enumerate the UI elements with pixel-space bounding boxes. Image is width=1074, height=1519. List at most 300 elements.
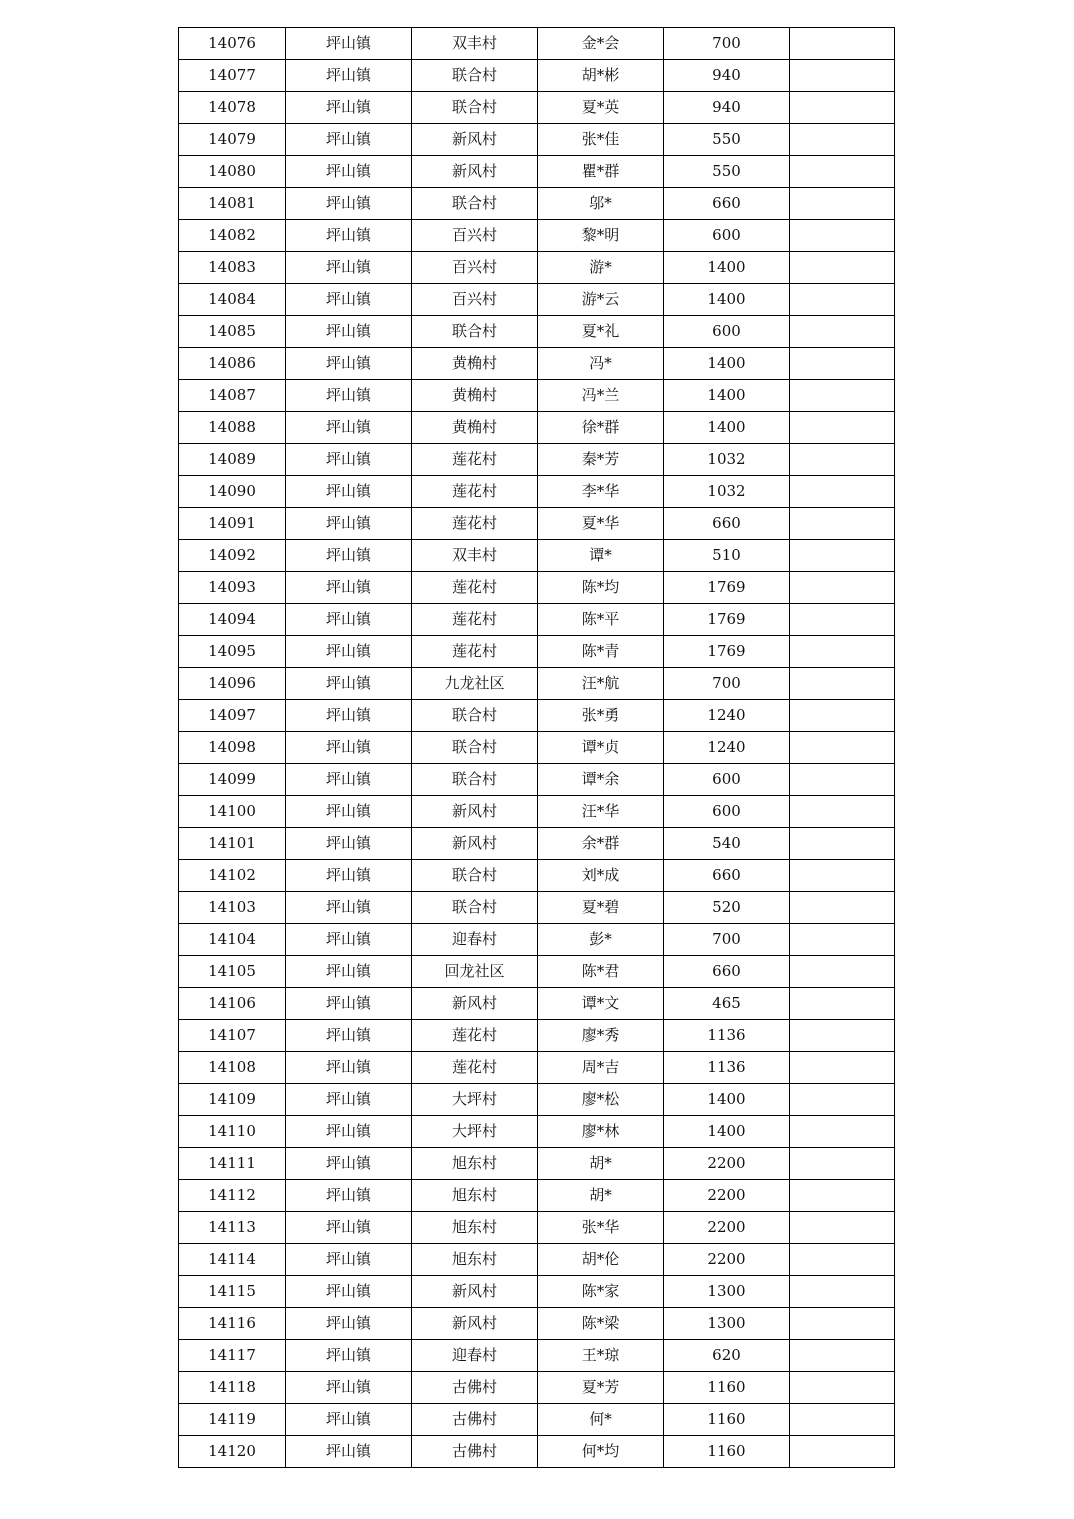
- village-cell: 新风村: [412, 156, 538, 188]
- village-cell: 新风村: [412, 1308, 538, 1340]
- amount-cell: 1400: [664, 1084, 790, 1116]
- table-row: [179, 1436, 895, 1468]
- row-id-cell: 14076: [179, 28, 286, 60]
- row-id-cell: 14084: [179, 284, 286, 316]
- town-cell: 坪山镇: [286, 764, 412, 796]
- town-cell: 坪山镇: [286, 156, 412, 188]
- village-cell: 联合村: [412, 316, 538, 348]
- name-cell: 刘*成: [538, 860, 664, 892]
- village-cell: 古佛村: [412, 1372, 538, 1404]
- village-cell: 百兴村: [412, 284, 538, 316]
- row-id-cell: 14081: [179, 188, 286, 220]
- name-cell: 胡*伦: [538, 1244, 664, 1276]
- village-cell: 莲花村: [412, 1052, 538, 1084]
- name-cell: 张*勇: [538, 700, 664, 732]
- note-cell: [790, 1372, 895, 1404]
- row-id-cell: 14118: [179, 1372, 286, 1404]
- table-row: [179, 92, 895, 124]
- name-cell: 张*华: [538, 1212, 664, 1244]
- village-cell: 古佛村: [412, 1436, 538, 1468]
- row-id-cell: 14083: [179, 252, 286, 284]
- table-row: [179, 28, 895, 60]
- village-cell: 黄桷村: [412, 348, 538, 380]
- village-cell: 大坪村: [412, 1084, 538, 1116]
- amount-cell: 660: [664, 860, 790, 892]
- village-cell: 新风村: [412, 1276, 538, 1308]
- amount-cell: 1160: [664, 1372, 790, 1404]
- table-row: [179, 1372, 895, 1404]
- name-cell: 何*: [538, 1404, 664, 1436]
- amount-cell: 660: [664, 188, 790, 220]
- town-cell: 坪山镇: [286, 1148, 412, 1180]
- table-row: [179, 1052, 895, 1084]
- row-id-cell: 14105: [179, 956, 286, 988]
- town-cell: 坪山镇: [286, 252, 412, 284]
- note-cell: [790, 1180, 895, 1212]
- village-cell: 联合村: [412, 892, 538, 924]
- note-cell: [790, 540, 895, 572]
- table-row: [179, 924, 895, 956]
- name-cell: 陈*家: [538, 1276, 664, 1308]
- table-row: [179, 476, 895, 508]
- town-cell: 坪山镇: [286, 1308, 412, 1340]
- town-cell: 坪山镇: [286, 924, 412, 956]
- village-cell: 九龙社区: [412, 668, 538, 700]
- town-cell: 坪山镇: [286, 508, 412, 540]
- town-cell: 坪山镇: [286, 572, 412, 604]
- table-body: [179, 28, 895, 1468]
- amount-cell: 1136: [664, 1052, 790, 1084]
- note-cell: [790, 1212, 895, 1244]
- amount-cell: 510: [664, 540, 790, 572]
- amount-cell: 2200: [664, 1148, 790, 1180]
- name-cell: 谭*余: [538, 764, 664, 796]
- row-id-cell: 14117: [179, 1340, 286, 1372]
- row-id-cell: 14112: [179, 1180, 286, 1212]
- town-cell: 坪山镇: [286, 124, 412, 156]
- village-cell: 联合村: [412, 188, 538, 220]
- name-cell: 余*群: [538, 828, 664, 860]
- amount-cell: 2200: [664, 1180, 790, 1212]
- town-cell: 坪山镇: [286, 668, 412, 700]
- note-cell: [790, 348, 895, 380]
- amount-cell: 465: [664, 988, 790, 1020]
- row-id-cell: 14103: [179, 892, 286, 924]
- town-cell: 坪山镇: [286, 636, 412, 668]
- row-id-cell: 14090: [179, 476, 286, 508]
- name-cell: 游*云: [538, 284, 664, 316]
- amount-cell: 1400: [664, 1116, 790, 1148]
- village-cell: 联合村: [412, 60, 538, 92]
- amount-cell: 1769: [664, 636, 790, 668]
- row-id-cell: 14094: [179, 604, 286, 636]
- amount-cell: 700: [664, 924, 790, 956]
- note-cell: [790, 668, 895, 700]
- amount-cell: 600: [664, 764, 790, 796]
- village-cell: 迎春村: [412, 924, 538, 956]
- name-cell: 胡*彬: [538, 60, 664, 92]
- note-cell: [790, 28, 895, 60]
- table-row: [179, 1020, 895, 1052]
- name-cell: 张*佳: [538, 124, 664, 156]
- village-cell: 双丰村: [412, 540, 538, 572]
- town-cell: 坪山镇: [286, 1180, 412, 1212]
- data-table: [178, 27, 895, 1468]
- village-cell: 旭东村: [412, 1244, 538, 1276]
- town-cell: 坪山镇: [286, 860, 412, 892]
- village-cell: 莲花村: [412, 636, 538, 668]
- town-cell: 坪山镇: [286, 380, 412, 412]
- row-id-cell: 14101: [179, 828, 286, 860]
- note-cell: [790, 956, 895, 988]
- name-cell: 胡*: [538, 1148, 664, 1180]
- note-cell: [790, 700, 895, 732]
- note-cell: [790, 476, 895, 508]
- village-cell: 联合村: [412, 764, 538, 796]
- note-cell: [790, 1116, 895, 1148]
- note-cell: [790, 732, 895, 764]
- amount-cell: 520: [664, 892, 790, 924]
- name-cell: 邬*: [538, 188, 664, 220]
- amount-cell: 1400: [664, 252, 790, 284]
- row-id-cell: 14095: [179, 636, 286, 668]
- village-cell: 联合村: [412, 700, 538, 732]
- amount-cell: 940: [664, 60, 790, 92]
- table-row: [179, 796, 895, 828]
- amount-cell: 1136: [664, 1020, 790, 1052]
- village-cell: 莲花村: [412, 572, 538, 604]
- note-cell: [790, 1404, 895, 1436]
- note-cell: [790, 220, 895, 252]
- table-row: [179, 956, 895, 988]
- amount-cell: 1032: [664, 444, 790, 476]
- table-row: [179, 284, 895, 316]
- note-cell: [790, 92, 895, 124]
- row-id-cell: 14102: [179, 860, 286, 892]
- town-cell: 坪山镇: [286, 1212, 412, 1244]
- town-cell: 坪山镇: [286, 1404, 412, 1436]
- name-cell: 陈*梁: [538, 1308, 664, 1340]
- town-cell: 坪山镇: [286, 316, 412, 348]
- name-cell: 徐*群: [538, 412, 664, 444]
- row-id-cell: 14111: [179, 1148, 286, 1180]
- amount-cell: 600: [664, 316, 790, 348]
- village-cell: 莲花村: [412, 476, 538, 508]
- village-cell: 莲花村: [412, 604, 538, 636]
- amount-cell: 540: [664, 828, 790, 860]
- name-cell: 游*: [538, 252, 664, 284]
- row-id-cell: 14110: [179, 1116, 286, 1148]
- town-cell: 坪山镇: [286, 28, 412, 60]
- village-cell: 新风村: [412, 828, 538, 860]
- note-cell: [790, 1052, 895, 1084]
- note-cell: [790, 284, 895, 316]
- note-cell: [790, 412, 895, 444]
- row-id-cell: 14099: [179, 764, 286, 796]
- amount-cell: 1160: [664, 1404, 790, 1436]
- row-id-cell: 14089: [179, 444, 286, 476]
- table-row: [179, 220, 895, 252]
- note-cell: [790, 924, 895, 956]
- row-id-cell: 14104: [179, 924, 286, 956]
- note-cell: [790, 572, 895, 604]
- town-cell: 坪山镇: [286, 348, 412, 380]
- note-cell: [790, 828, 895, 860]
- town-cell: 坪山镇: [286, 412, 412, 444]
- village-cell: 莲花村: [412, 1020, 538, 1052]
- row-id-cell: 14114: [179, 1244, 286, 1276]
- table-row: [179, 412, 895, 444]
- name-cell: 谭*贞: [538, 732, 664, 764]
- row-id-cell: 14113: [179, 1212, 286, 1244]
- note-cell: [790, 604, 895, 636]
- name-cell: 夏*礼: [538, 316, 664, 348]
- amount-cell: 600: [664, 220, 790, 252]
- table-row: [179, 316, 895, 348]
- name-cell: 黎*明: [538, 220, 664, 252]
- table-row: [179, 604, 895, 636]
- name-cell: 胡*: [538, 1180, 664, 1212]
- row-id-cell: 14093: [179, 572, 286, 604]
- town-cell: 坪山镇: [286, 1276, 412, 1308]
- note-cell: [790, 60, 895, 92]
- table-row: [179, 124, 895, 156]
- note-cell: [790, 1436, 895, 1468]
- town-cell: 坪山镇: [286, 956, 412, 988]
- name-cell: 夏*芳: [538, 1372, 664, 1404]
- village-cell: 新风村: [412, 796, 538, 828]
- town-cell: 坪山镇: [286, 1116, 412, 1148]
- amount-cell: 1240: [664, 732, 790, 764]
- row-id-cell: 14119: [179, 1404, 286, 1436]
- note-cell: [790, 1148, 895, 1180]
- town-cell: 坪山镇: [286, 60, 412, 92]
- row-id-cell: 14087: [179, 380, 286, 412]
- town-cell: 坪山镇: [286, 892, 412, 924]
- row-id-cell: 14096: [179, 668, 286, 700]
- row-id-cell: 14108: [179, 1052, 286, 1084]
- town-cell: 坪山镇: [286, 284, 412, 316]
- village-cell: 联合村: [412, 860, 538, 892]
- name-cell: 廖*林: [538, 1116, 664, 1148]
- amount-cell: 1160: [664, 1436, 790, 1468]
- town-cell: 坪山镇: [286, 1052, 412, 1084]
- amount-cell: 1032: [664, 476, 790, 508]
- name-cell: 陈*均: [538, 572, 664, 604]
- note-cell: [790, 1020, 895, 1052]
- amount-cell: 2200: [664, 1244, 790, 1276]
- table-row: [179, 988, 895, 1020]
- table-row: [179, 892, 895, 924]
- note-cell: [790, 508, 895, 540]
- note-cell: [790, 764, 895, 796]
- note-cell: [790, 316, 895, 348]
- table-row: [179, 1180, 895, 1212]
- row-id-cell: 14092: [179, 540, 286, 572]
- name-cell: 秦*芳: [538, 444, 664, 476]
- note-cell: [790, 1084, 895, 1116]
- village-cell: 百兴村: [412, 252, 538, 284]
- amount-cell: 1300: [664, 1276, 790, 1308]
- note-cell: [790, 444, 895, 476]
- village-cell: 大坪村: [412, 1116, 538, 1148]
- row-id-cell: 14098: [179, 732, 286, 764]
- table-row: [179, 188, 895, 220]
- table-row: [179, 60, 895, 92]
- town-cell: 坪山镇: [286, 1244, 412, 1276]
- amount-cell: 600: [664, 796, 790, 828]
- name-cell: 谭*文: [538, 988, 664, 1020]
- town-cell: 坪山镇: [286, 476, 412, 508]
- name-cell: 夏*碧: [538, 892, 664, 924]
- amount-cell: 1769: [664, 572, 790, 604]
- note-cell: [790, 988, 895, 1020]
- name-cell: 陈*青: [538, 636, 664, 668]
- table-row: [179, 1276, 895, 1308]
- table-row: [179, 572, 895, 604]
- town-cell: 坪山镇: [286, 796, 412, 828]
- village-cell: 旭东村: [412, 1148, 538, 1180]
- town-cell: 坪山镇: [286, 700, 412, 732]
- village-cell: 旭东村: [412, 1212, 538, 1244]
- amount-cell: 700: [664, 28, 790, 60]
- row-id-cell: 14115: [179, 1276, 286, 1308]
- row-id-cell: 14091: [179, 508, 286, 540]
- town-cell: 坪山镇: [286, 604, 412, 636]
- row-id-cell: 14085: [179, 316, 286, 348]
- amount-cell: 660: [664, 956, 790, 988]
- town-cell: 坪山镇: [286, 444, 412, 476]
- name-cell: 汪*航: [538, 668, 664, 700]
- table-row: [179, 636, 895, 668]
- village-cell: 迎春村: [412, 1340, 538, 1372]
- note-cell: [790, 1276, 895, 1308]
- table-row: [179, 1116, 895, 1148]
- town-cell: 坪山镇: [286, 1340, 412, 1372]
- table-row: [179, 252, 895, 284]
- note-cell: [790, 156, 895, 188]
- table-row: [179, 700, 895, 732]
- amount-cell: 1300: [664, 1308, 790, 1340]
- note-cell: [790, 860, 895, 892]
- village-cell: 黄桷村: [412, 380, 538, 412]
- town-cell: 坪山镇: [286, 188, 412, 220]
- town-cell: 坪山镇: [286, 1020, 412, 1052]
- table-row: [179, 1340, 895, 1372]
- amount-cell: 550: [664, 124, 790, 156]
- town-cell: 坪山镇: [286, 732, 412, 764]
- name-cell: 廖*松: [538, 1084, 664, 1116]
- table-row: [179, 540, 895, 572]
- town-cell: 坪山镇: [286, 540, 412, 572]
- note-cell: [790, 796, 895, 828]
- row-id-cell: 14100: [179, 796, 286, 828]
- amount-cell: 1400: [664, 412, 790, 444]
- name-cell: 彭*: [538, 924, 664, 956]
- village-cell: 旭东村: [412, 1180, 538, 1212]
- note-cell: [790, 1244, 895, 1276]
- table-row: [179, 348, 895, 380]
- name-cell: 廖*秀: [538, 1020, 664, 1052]
- amount-cell: 1240: [664, 700, 790, 732]
- village-cell: 联合村: [412, 92, 538, 124]
- table-row: [179, 380, 895, 412]
- table-row: [179, 1212, 895, 1244]
- row-id-cell: 14120: [179, 1436, 286, 1468]
- row-id-cell: 14079: [179, 124, 286, 156]
- town-cell: 坪山镇: [286, 828, 412, 860]
- note-cell: [790, 1340, 895, 1372]
- name-cell: 李*华: [538, 476, 664, 508]
- note-cell: [790, 124, 895, 156]
- town-cell: 坪山镇: [286, 988, 412, 1020]
- note-cell: [790, 188, 895, 220]
- table-row: [179, 1308, 895, 1340]
- town-cell: 坪山镇: [286, 220, 412, 252]
- row-id-cell: 14086: [179, 348, 286, 380]
- amount-cell: 2200: [664, 1212, 790, 1244]
- name-cell: 金*会: [538, 28, 664, 60]
- village-cell: 莲花村: [412, 508, 538, 540]
- village-cell: 回龙社区: [412, 956, 538, 988]
- village-cell: 双丰村: [412, 28, 538, 60]
- table-row: [179, 508, 895, 540]
- row-id-cell: 14106: [179, 988, 286, 1020]
- village-cell: 莲花村: [412, 444, 538, 476]
- town-cell: 坪山镇: [286, 1436, 412, 1468]
- name-cell: 夏*英: [538, 92, 664, 124]
- row-id-cell: 14107: [179, 1020, 286, 1052]
- note-cell: [790, 636, 895, 668]
- amount-cell: 550: [664, 156, 790, 188]
- table-row: [179, 668, 895, 700]
- table-row: [179, 732, 895, 764]
- name-cell: 冯*: [538, 348, 664, 380]
- village-cell: 新风村: [412, 124, 538, 156]
- table-row: [179, 1148, 895, 1180]
- village-cell: 联合村: [412, 732, 538, 764]
- table-row: [179, 1084, 895, 1116]
- row-id-cell: 14109: [179, 1084, 286, 1116]
- row-id-cell: 14078: [179, 92, 286, 124]
- name-cell: 冯*兰: [538, 380, 664, 412]
- village-cell: 古佛村: [412, 1404, 538, 1436]
- name-cell: 夏*华: [538, 508, 664, 540]
- town-cell: 坪山镇: [286, 1372, 412, 1404]
- name-cell: 何*均: [538, 1436, 664, 1468]
- name-cell: 瞿*群: [538, 156, 664, 188]
- table-row: [179, 1404, 895, 1436]
- village-cell: 新风村: [412, 988, 538, 1020]
- amount-cell: 660: [664, 508, 790, 540]
- name-cell: 陈*君: [538, 956, 664, 988]
- row-id-cell: 14088: [179, 412, 286, 444]
- table-row: [179, 764, 895, 796]
- town-cell: 坪山镇: [286, 92, 412, 124]
- name-cell: 王*琼: [538, 1340, 664, 1372]
- amount-cell: 1769: [664, 604, 790, 636]
- row-id-cell: 14097: [179, 700, 286, 732]
- row-id-cell: 14082: [179, 220, 286, 252]
- name-cell: 周*吉: [538, 1052, 664, 1084]
- row-id-cell: 14080: [179, 156, 286, 188]
- name-cell: 陈*平: [538, 604, 664, 636]
- note-cell: [790, 252, 895, 284]
- amount-cell: 940: [664, 92, 790, 124]
- table-row: [179, 1244, 895, 1276]
- amount-cell: 700: [664, 668, 790, 700]
- amount-cell: 1400: [664, 380, 790, 412]
